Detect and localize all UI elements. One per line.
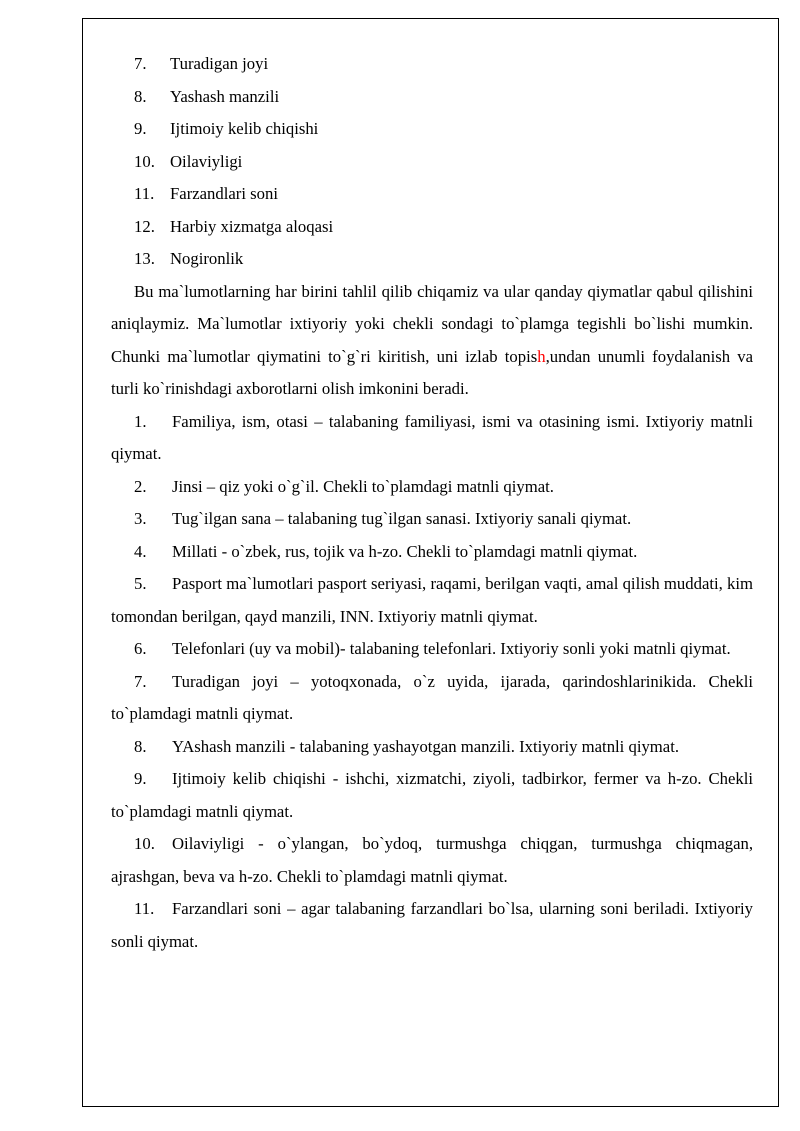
list-text: Nogironlik <box>170 249 244 268</box>
detail-text: YAshash manzili - talabaning yashayotgan manzili. Ixtiyoriy matnli qiymat. <box>172 736 680 756</box>
list-number: 10. <box>134 151 155 171</box>
detail-number: 1. <box>134 411 147 431</box>
detail-text: Turadigan joyi – yotoqxonada, o`z uyida, ijarada, qarindoshlarinikida. Chekli to`plamdagi matnli qiymat. <box>111 671 753 723</box>
detail-number: 6. <box>134 639 147 658</box>
detail-item <box>111 536 753 569</box>
detail-item <box>111 893 753 958</box>
list-item <box>111 243 753 276</box>
list-text: Farzandlari soni <box>170 184 278 203</box>
detail-item <box>111 828 753 893</box>
list-text: Oilaviyligi <box>170 151 243 171</box>
detail-number: 2. <box>134 476 147 496</box>
detail-number: 9. <box>134 769 147 788</box>
detail-item <box>111 568 753 633</box>
detail-text: Familiya, ism, otasi – talabaning familiyasi, ismi va otasining ismi. Ixtiyoriy matnli qiymat. <box>111 411 753 463</box>
detail-item <box>111 471 753 504</box>
detail-number: 4. <box>134 541 147 561</box>
document-body <box>111 48 753 958</box>
detail-number: 3. <box>134 509 147 528</box>
detail-text: Farzandlari soni – agar talabaning farzandlari bo`lsa, ularning soni beriladi. Ixtiyoriy sonli qiymat. <box>111 899 753 951</box>
detail-number: 5. <box>134 574 147 593</box>
list-text: Harbiy xizmatga aloqasi <box>170 216 334 236</box>
list-item <box>111 48 753 81</box>
detail-text: Millati - o`zbek, rus, tojik va h-zo. Chekli to`plamdagi matnli qiymat. <box>172 541 638 561</box>
list-item <box>111 81 753 114</box>
detail-text: Tug`ilgan sana – talabaning tug`ilgan sanasi. Ixtiyoriy sanali qiymat. <box>172 509 632 528</box>
detail-number: 7. <box>134 671 147 691</box>
intro-text-after: ,undan unumli foydalanish va turli ko`rinishdagi axborotlarni olish imkonini beradi. <box>111 346 753 398</box>
list-number: 8. <box>134 86 147 106</box>
detail-number: 11. <box>134 899 155 918</box>
detail-text: Telefonlari (uy va mobil)- talabaning telefonlari. Ixtiyoriy sonli yoki matnli qiymat. <box>172 639 731 658</box>
detail-item <box>111 633 753 666</box>
detail-number: 8. <box>134 736 147 756</box>
list-number: 7. <box>134 54 147 73</box>
detail-item <box>111 406 753 471</box>
list-item <box>111 113 753 146</box>
detail-item <box>111 731 753 764</box>
list-item <box>111 211 753 244</box>
detail-text: Oilaviyligi - o`ylangan, bo`ydoq, turmushga chiqgan, turmushga chiqmagan, ajrashgan, beva va h-zo. Chekli to`plamdagi matnli qiymat. <box>111 834 753 886</box>
list-text: Ijtimoiy kelib chiqishi <box>170 119 319 138</box>
list-text: Yashash manzili <box>170 86 280 106</box>
detail-item <box>111 666 753 731</box>
list-number: 11. <box>134 184 155 203</box>
list-number: 9. <box>134 119 147 138</box>
detail-text: Ijtimoiy kelib chiqishi - ishchi, xizmatchi, ziyoli, tadbirkor, fermer va h-zo. Chekli to`plamdagi matnli qiymat. <box>111 769 753 821</box>
detail-item <box>111 503 753 536</box>
list-item <box>111 146 753 179</box>
detail-number: 10. <box>134 834 155 853</box>
list-number: 12. <box>134 216 155 236</box>
list-item <box>111 178 753 211</box>
detail-text: Jinsi – qiz yoki o`g`il. Chekli to`plamdagi matnli qiymat. <box>172 476 554 496</box>
intro-text-before: Bu ma`lumotlarning har birini tahlil qilib chiqamiz va ular qanday qiymatlar qabul qilishini aniqlaymiz. Ma`lumotlar ixtiyoriy yoki chekli sondagi to`plamga tegishli bo`lishi mumkin. Chunki ma`lumotlar qiymatini to`g`ri kiritish, uni izlab topis <box>111 281 753 366</box>
intro-paragraph <box>111 276 753 406</box>
list-number: 13. <box>134 249 155 268</box>
detail-text: Pasport ma`lumotlari pasport seriyasi, raqami, berilgan vaqti, amal qilish muddati, kim tomondan berilgan, qayd manzili, INN. Ixtiyoriy matnli qiymat. <box>111 574 753 626</box>
intro-text-highlight: h <box>537 346 546 366</box>
detail-item <box>111 763 753 828</box>
list-text: Turadigan joyi <box>170 54 269 73</box>
